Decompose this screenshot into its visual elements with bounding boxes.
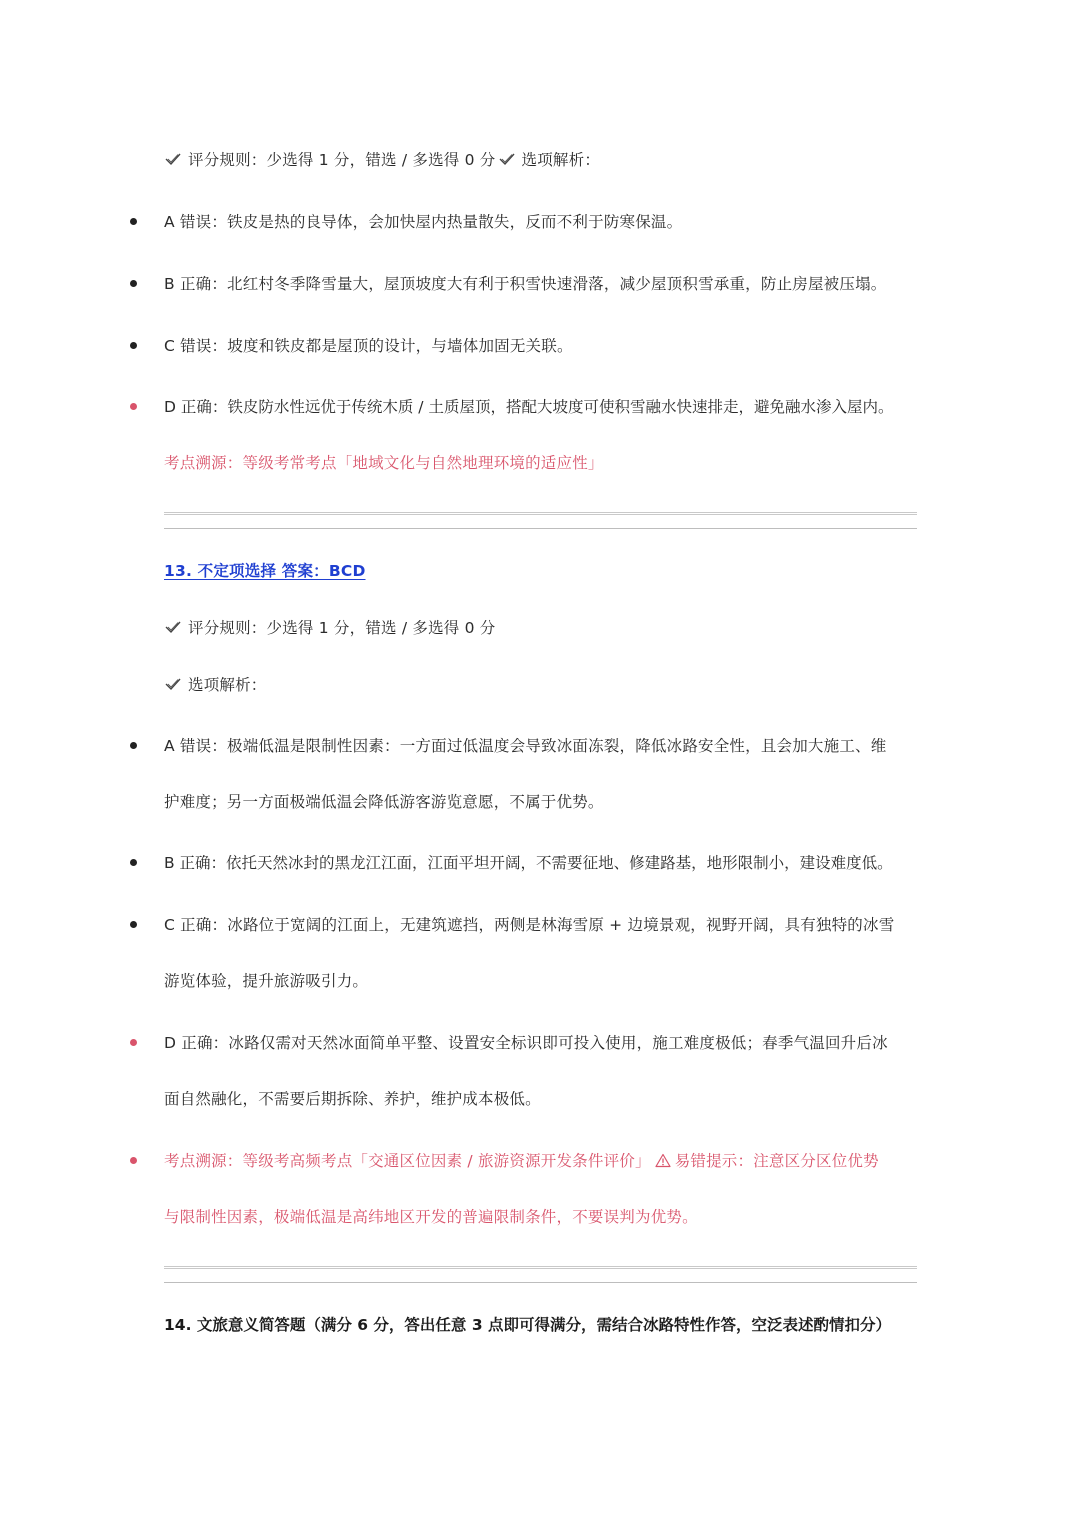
- bullet-icon: [130, 218, 137, 225]
- scoring-rule-text: 评分规则：少选得 1 分，错选 / 多选得 0 分: [188, 151, 496, 169]
- option-d-line1: D 正确：冰路仅需对天然冰面简单平整、设置安全标识即可投入使用，施工难度极低；春季气温回升后冰: [164, 1034, 888, 1052]
- analysis-label: 选项解析：: [188, 676, 267, 694]
- checkmark-icon: [164, 620, 182, 634]
- bullet-icon: [130, 859, 137, 866]
- exam-source-text: 考点溯源：等级考高频考点「交通区位因素 / 旅游资源开发条件评价」: [164, 1152, 651, 1170]
- error-tip-line2: 与限制性因素，极端低温是高纬地区开发的普遍限制条件，不要误判为优势。: [164, 1208, 698, 1226]
- scoring-rule-line: [164, 616, 924, 640]
- option-b: B 正确：依托天然冰封的黑龙江江面，江面平坦开阔，不需要征地、修建路基，地形限制小，建设难度低。: [164, 854, 893, 872]
- bullet-icon: [130, 1157, 137, 1164]
- bullet-icon: [130, 921, 137, 928]
- section-divider: [164, 1266, 917, 1269]
- option-a-line2: 护难度；另一方面极端低温会降低游客游览意愿，不属于优势。: [164, 793, 604, 811]
- scoring-rule-line: [164, 148, 924, 172]
- scoring-rule-text: 评分规则：少选得 1 分，错选 / 多选得 0 分: [188, 619, 496, 637]
- exam-source-note: 考点溯源：等级考常考点「地域文化与自然地理环境的适应性」: [164, 454, 604, 472]
- question-13-link[interactable]: 13. 不定项选择 答案：BCD: [164, 562, 366, 580]
- option-c-line2: 游览体验，提升旅游吸引力。: [164, 972, 369, 990]
- checkmark-icon: [164, 677, 182, 691]
- question-14-heading: 14. 文旅意义简答题（满分 6 分，答出任意 3 点即可得满分，需结合冰路特性作答，空泛表述酌情扣分）: [164, 1316, 892, 1334]
- bullet-icon: [130, 1039, 137, 1046]
- question-13-heading[interactable]: [164, 559, 924, 583]
- bullet-icon: [130, 280, 137, 287]
- option-d: D 正确：铁皮防水性远优于传统木质 / 土质屋顶，搭配大坡度可使积雪融水快速排走，避免融水渗入屋内。: [164, 398, 894, 416]
- section-divider: [164, 512, 917, 515]
- analysis-line: [164, 673, 924, 697]
- section-divider-line: [164, 528, 917, 529]
- bullet-icon: [130, 403, 137, 410]
- error-tip-text: 易错提示：注意区分区位优势: [674, 1152, 879, 1170]
- bullet-icon: [130, 342, 137, 349]
- checkmark-icon: [498, 152, 516, 166]
- option-a: A 错误：铁皮是热的良导体，会加快屋内热量散失，反而不利于防寒保温。: [164, 213, 683, 231]
- analysis-label: 选项解析：: [521, 151, 601, 169]
- option-a-line1: A 错误：极端低温是限制性因素：一方面过低温度会导致冰面冻裂，降低冰路安全性，且会加大施工、维: [164, 737, 887, 755]
- option-d-line2: 面自然融化，不需要后期拆除、养护，维护成本极低。: [164, 1090, 541, 1108]
- bullet-icon: [130, 742, 137, 749]
- option-b: B 正确：北红村冬季降雪量大，屋顶坡度大有利于积雪快速滑落，减少屋顶积雪承重，防止房屋被压塌。: [164, 275, 887, 293]
- exam-source-note: [164, 1149, 924, 1175]
- warning-icon: [655, 1151, 671, 1175]
- checkmark-icon: [164, 152, 182, 166]
- option-c: C 错误：坡度和铁皮都是屋顶的设计，与墙体加固无关联。: [164, 337, 573, 355]
- option-c-line1: C 正确：冰路位于宽阔的江面上，无建筑遮挡，两侧是林海雪原 + 边境景观，视野开阔，具有独特的冰雪: [164, 916, 895, 934]
- section-divider-line: [164, 1282, 917, 1283]
